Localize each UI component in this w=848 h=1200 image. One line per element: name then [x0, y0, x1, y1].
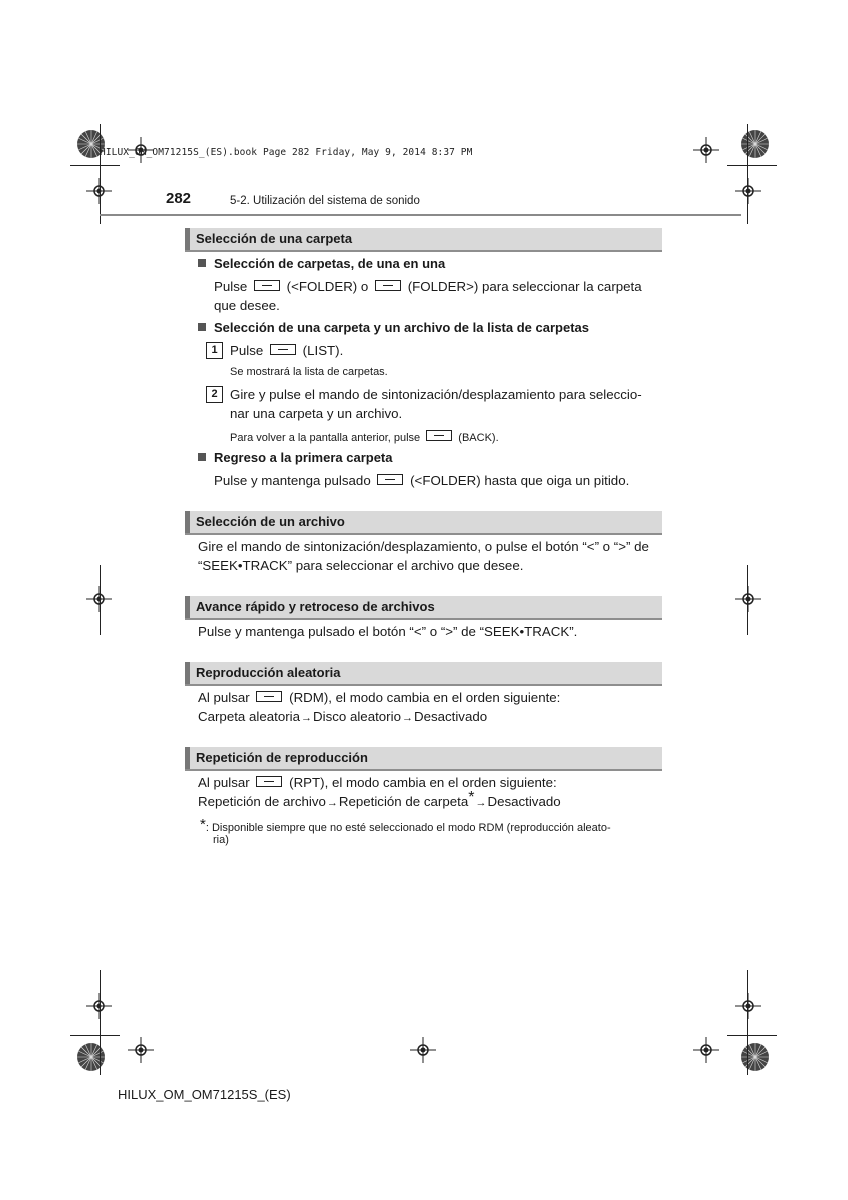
crop-line	[100, 565, 101, 635]
square-bullet-icon	[198, 453, 206, 461]
crop-line	[100, 970, 101, 1075]
crop-line	[70, 1035, 120, 1036]
step-number-2: 2	[206, 386, 223, 403]
text: (LIST).	[302, 343, 344, 358]
step-1-text	[230, 341, 343, 360]
text: Pulse	[214, 279, 248, 294]
printer-rosette-icon	[740, 129, 770, 159]
registration-mark-icon	[735, 586, 761, 612]
text: Al pulsar	[198, 775, 250, 790]
button-key-icon	[377, 474, 403, 485]
arrow-right-icon: →	[475, 797, 487, 809]
step-2-note	[230, 430, 499, 444]
text: (FOLDER>) para seleccionar la carpeta	[407, 279, 642, 294]
registration-mark-icon	[410, 1037, 436, 1063]
text: (RPT), el modo cambia en el orden siguiente:	[289, 775, 557, 790]
subheading-text: Regreso a la primera carpeta	[214, 450, 393, 465]
footnote-asterisk: *	[468, 789, 475, 806]
text: Para volver a la pantalla anterior, pulse	[230, 432, 421, 444]
random-sequence	[198, 707, 487, 728]
book-file-info: HILUX_OM_OM71215S_(ES).book Page 282 Friday, May 9, 2014 8:37 PM	[100, 147, 473, 158]
printer-rosette-icon	[76, 1042, 106, 1072]
arrow-right-icon: →	[401, 712, 413, 724]
footnote-asterisk: *	[200, 816, 206, 833]
text: Disco aleatorio	[313, 709, 401, 724]
subheading-text: Selección de carpetas, de una en una	[214, 256, 446, 271]
button-key-icon	[254, 280, 280, 291]
paragraph-line: “SEEK•TRACK” para seleccionar el archivo que desee.	[198, 558, 524, 573]
section-heading-repeat	[185, 747, 662, 771]
subheading-text: Selección de una carpeta y un archivo de la lista de carpetas	[214, 320, 589, 335]
text: (<FOLDER) o	[286, 279, 369, 294]
square-bullet-icon	[198, 323, 206, 331]
registration-mark-icon	[128, 1037, 154, 1063]
heading-accent-bar	[185, 228, 190, 250]
registration-mark-icon	[735, 178, 761, 204]
registration-mark-icon	[86, 993, 112, 1019]
paragraph-line: que desee.	[214, 298, 280, 313]
paragraph-first-folder	[214, 471, 629, 490]
crop-line	[727, 165, 777, 166]
footnote-line-2: ria)	[213, 834, 229, 846]
step-2-line-2: nar una carpeta y un archivo.	[230, 406, 403, 421]
crop-line	[747, 970, 748, 1075]
crop-line	[747, 565, 748, 635]
subheading-folder-one-by-one	[198, 256, 445, 271]
arrow-right-icon: →	[301, 712, 313, 724]
text: Pulse	[230, 343, 264, 358]
text: Repetición de archivo	[198, 794, 326, 809]
button-key-icon	[270, 344, 296, 355]
section-heading-text: Avance rápido y retroceso de archivos	[196, 599, 435, 614]
document-code: HILUX_OM_OM71215S_(ES)	[118, 1087, 291, 1102]
section-heading-text: Selección de una carpeta	[196, 231, 353, 246]
paragraph-repeat-mode	[198, 773, 557, 792]
registration-mark-icon	[693, 137, 719, 163]
text: (RDM), el modo cambia en el orden siguiente:	[289, 690, 561, 705]
text: (BACK).	[458, 432, 499, 444]
heading-accent-bar	[185, 662, 190, 684]
header-rule	[100, 214, 741, 216]
paragraph-line: Pulse y mantenga pulsado el botón “<” o “>” de “SEEK•TRACK”.	[198, 624, 578, 639]
text: Desactivado	[413, 709, 488, 724]
text: : Disponible siempre que no esté seleccionado el modo RDM (reproducción aleato-	[205, 822, 611, 834]
text: (<FOLDER) hasta que oiga un pitido.	[410, 473, 630, 488]
subheading-folder-list	[198, 320, 589, 335]
registration-mark-icon	[693, 1037, 719, 1063]
text: Pulse y mantenga pulsado	[214, 473, 371, 488]
section-heading-text: Repetición de reproducción	[196, 750, 368, 765]
button-key-icon	[426, 430, 452, 441]
registration-mark-icon	[86, 178, 112, 204]
section-breadcrumb: 5-2. Utilización del sistema de sonido	[230, 195, 420, 207]
section-heading-text: Reproducción aleatoria	[196, 665, 341, 680]
button-key-icon	[256, 691, 282, 702]
arrow-right-icon: →	[326, 797, 338, 809]
heading-accent-bar	[185, 596, 190, 618]
step-number-1: 1	[206, 342, 223, 359]
section-heading-file	[185, 511, 662, 535]
text: Al pulsar	[198, 690, 250, 705]
crop-line	[100, 124, 101, 224]
repeat-sequence	[198, 789, 561, 813]
text: Desactivado	[487, 794, 561, 809]
crop-line	[70, 165, 120, 166]
printer-rosette-icon	[740, 1042, 770, 1072]
section-heading-folder	[185, 228, 662, 252]
button-key-icon	[375, 280, 401, 291]
button-key-icon	[256, 776, 282, 787]
section-heading-text: Selección de un archivo	[196, 514, 345, 529]
crop-line	[747, 124, 748, 224]
registration-mark-icon	[735, 993, 761, 1019]
page-number: 282	[166, 190, 192, 207]
text: Carpeta aleatoria	[198, 709, 301, 724]
footnote-line-1	[200, 818, 611, 835]
step-2-line-1: Gire y pulse el mando de sintonización/desplazamiento para seleccio-	[230, 387, 642, 402]
section-heading-fast-forward	[185, 596, 662, 620]
section-heading-random	[185, 662, 662, 686]
paragraph-folder-buttons	[214, 277, 642, 296]
paragraph-line: Gire el mando de sintonización/desplazamiento, o pulse el botón “<” o “>” de	[198, 539, 649, 554]
square-bullet-icon	[198, 259, 206, 267]
text: Repetición de carpeta	[338, 794, 469, 809]
heading-accent-bar	[185, 747, 190, 769]
subheading-first-folder	[198, 450, 392, 465]
crop-line	[727, 1035, 777, 1036]
step-1-note: Se mostrará la lista de carpetas.	[230, 366, 388, 378]
registration-mark-icon	[86, 586, 112, 612]
paragraph-random-mode	[198, 688, 560, 707]
heading-accent-bar	[185, 511, 190, 533]
